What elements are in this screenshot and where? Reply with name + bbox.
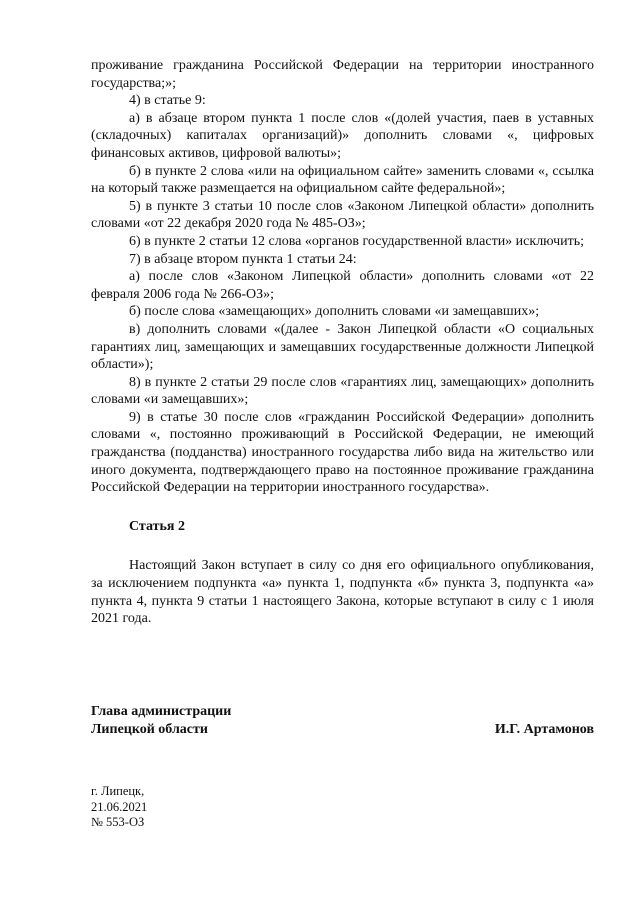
signature-row — [91, 721, 594, 739]
paragraph: б) в пункте 2 слова «или на официальном сайте» заменить словами «, ссылка на который также размещается на официальном сайте федеральной»; — [91, 163, 594, 197]
article2-text: Настоящий Закон вступает в силу со дня его официального опубликования, за исключением подпункта «а» пункта 1, подпункта «б» пункта 3, подпункта «а» пункта 4, пункта 9 статьи 1 настоящего Закона, которые вступают в силу с 1 июля 2021 года. — [91, 558, 594, 627]
paragraph: 7) в абзаце втором пункта 1 статьи 24: — [129, 251, 357, 267]
signature-title-line1: Глава администрации — [91, 704, 232, 719]
document-footer — [91, 784, 147, 831]
signatory-name: И.Г. Артамонов — [494, 721, 594, 737]
document-body — [91, 57, 594, 628]
paragraph: в) дополнить словами «(далее - Закон Липецкой области «О социальных гарантиях лиц, замещающих и замещавших государственные должности Липецкой области»); — [91, 321, 594, 373]
paragraph: 8) в пункте 2 статьи 29 после слов «гарантиях лиц, замещающих» дополнить словами «и замещавших»; — [91, 374, 594, 408]
paragraph: 6) в пункте 2 статьи 12 слова «органов государственной власти» исключить; — [129, 233, 585, 249]
article1-continuation — [91, 57, 594, 497]
signature-block — [91, 703, 594, 738]
article-heading: Статья 2 — [129, 518, 185, 534]
paragraph: а) в абзаце втором пункта 1 после слов «(долей участия, паев в уставных (складочных) капиталах организаций)» дополнить словами «, цифровых финансовых активов, цифровой валюты»; — [91, 110, 594, 161]
paragraph: 5) в пункте 3 статьи 10 после слов «Законом Липецкой области» дополнить словами «от 22 декабря 2020 года № 485-ОЗ»; — [91, 198, 594, 232]
paragraph: а) после слов «Законом Липецкой области» дополнить словами «от 22 февраля 2006 года № 266-ОЗ»; — [91, 269, 594, 302]
signature-title-line2: Липецкой области — [91, 721, 208, 737]
paragraph: б) после слова «замещающих» дополнить словами «и замещавших»; — [129, 304, 540, 320]
spacer — [91, 535, 594, 557]
paragraph: 4) в статье 9: — [129, 93, 206, 109]
paragraph: 9) в статье 30 после слов «гражданин Российской Федерации» дополнить словами «, постоянно проживающий в Российской Федерации, не имеющий гражданства (подданства) иностранного государства либо вида на жительство или иного документа, подтверждающего право на постоянное проживание гражданина Российской Федерации на территории иностранного государства». — [91, 409, 594, 496]
spacer — [91, 497, 594, 518]
footer-city: г. Липецк, — [91, 784, 145, 798]
footer-number: № 553-ОЗ — [91, 815, 145, 829]
paragraph: проживание гражданина Российской Федерации на территории иностранного государства;»; — [91, 58, 594, 91]
footer-date: 21.06.2021 — [91, 799, 148, 814]
